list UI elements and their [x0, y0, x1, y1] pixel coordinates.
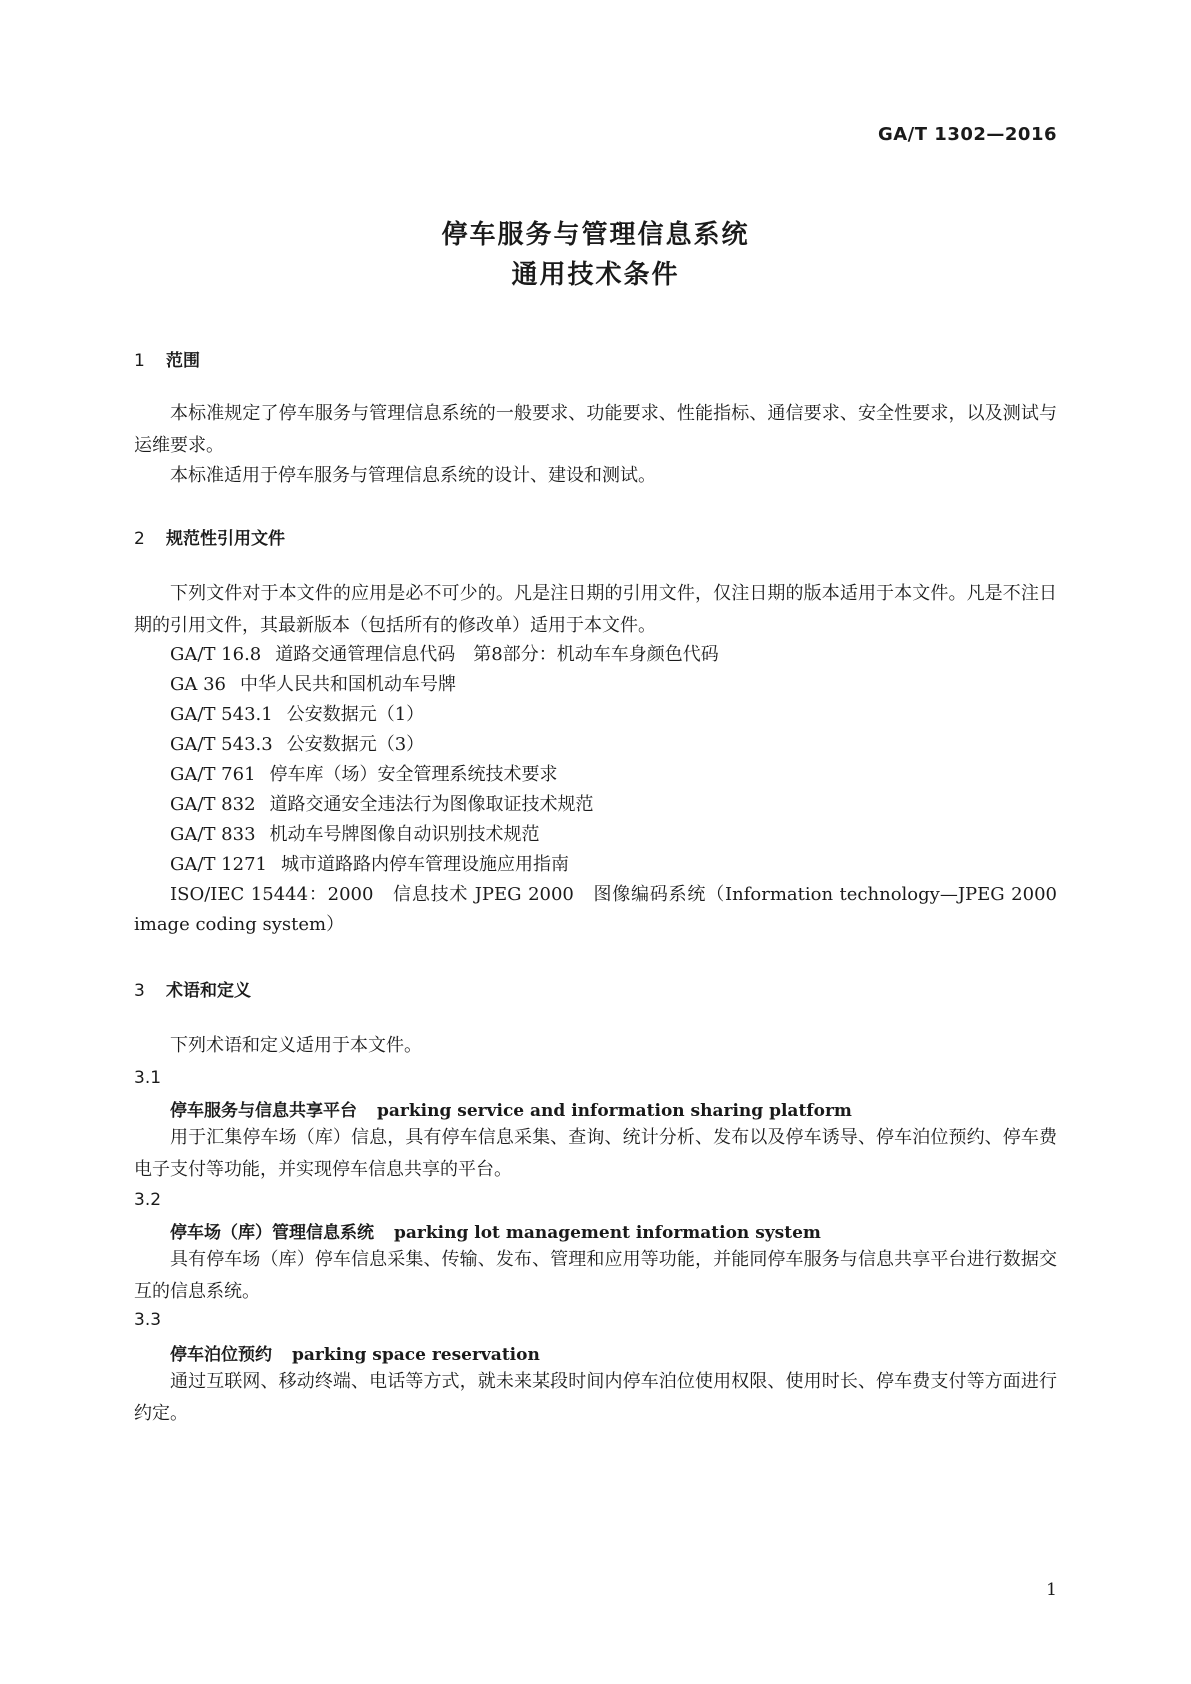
standard-code: GA/T 1302—2016 [877, 124, 1057, 145]
term-english: parking space reservation [292, 1345, 540, 1365]
term-number: 3.3 [134, 1310, 162, 1330]
term-chinese: 停车场（库）管理信息系统 [170, 1223, 374, 1243]
term-number: 3.2 [134, 1190, 162, 1210]
term-chinese: 停车泊位预约 [170, 1345, 272, 1365]
page-number: 1 [1046, 1580, 1057, 1600]
term-definition: 通过互联网、移动终端、电话等方式，就未来某段时间内停车泊位使用权限、使用时长、停车费支付等方面进行约定。 [134, 1371, 1057, 1424]
reference-title: 中华人民共和国机动车号牌 [240, 674, 457, 695]
reference-title: 道路交通安全违法行为图像取证技术规范 [269, 794, 594, 815]
section-3-heading [134, 976, 251, 1001]
term-definition: 用于汇集停车场（库）信息，具有停车信息采集、查询、统计分析、发布以及停车诱导、停车泊位预约、停车费电子支付等功能，并实现停车信息共享的平台。 [134, 1127, 1057, 1180]
term-heading [170, 1340, 540, 1365]
section-1-para-1: 本标准规定了停车服务与管理信息系统的一般要求、功能要求、性能指标、通信要求、安全性要求，以及测试与运维要求。 [134, 403, 1057, 456]
section-number: 3 [134, 981, 145, 1001]
section-title: 规范性引用文件 [166, 529, 285, 549]
reference-item [170, 850, 569, 880]
reference-title: 停车库（场）安全管理系统技术要求 [269, 764, 558, 785]
reference-item [170, 730, 424, 760]
reference-code: GA/T 543.3 [170, 734, 273, 755]
section-title: 范围 [166, 351, 200, 371]
reference-title: 公安数据元（1） [286, 704, 425, 725]
term-heading [170, 1096, 852, 1121]
reference-item [170, 790, 594, 820]
reference-item [170, 640, 719, 670]
reference-item [170, 820, 540, 850]
section-1-para-2: 本标准适用于停车服务与管理信息系统的设计、建设和测试。 [170, 465, 656, 486]
section-1-heading [134, 346, 200, 371]
term-chinese: 停车服务与信息共享平台 [170, 1101, 357, 1121]
reference-title: 机动车号牌图像自动识别技术规范 [269, 824, 540, 845]
section-number: 1 [134, 351, 145, 371]
section-title: 术语和定义 [166, 981, 251, 1001]
reference-code: GA/T 543.1 [170, 704, 273, 725]
reference-code: GA/T 833 [170, 824, 256, 845]
section-number: 2 [134, 529, 145, 549]
reference-item [170, 760, 558, 790]
reference-code: GA/T 1271 [170, 854, 267, 875]
document-title-line1: 停车服务与管理信息系统 [441, 220, 750, 250]
section-3-intro: 下列术语和定义适用于本文件。 [170, 1035, 422, 1056]
reference-code: GA/T 16.8 [170, 644, 262, 665]
term-heading [170, 1218, 821, 1243]
reference-code: GA/T 761 [170, 764, 256, 785]
section-2-para-1: 下列文件对于本文件的应用是必不可少的。凡是注日期的引用文件，仅注日期的版本适用于本文件。凡是不注日期的引用文件，其最新版本（包括所有的修改单）适用于本文件。 [134, 583, 1057, 636]
term-english: parking lot management information system [394, 1223, 821, 1243]
reference-code: GA 36 [170, 674, 227, 695]
reference-item [170, 670, 456, 700]
reference-title: 道路交通管理信息代码 第8部分：机动车车身颜色代码 [275, 644, 719, 665]
reference-code: GA/T 832 [170, 794, 256, 815]
term-english: parking service and information sharing platform [377, 1101, 852, 1121]
reference-item [170, 700, 424, 730]
reference-title: 公安数据元（3） [286, 734, 425, 755]
term-definition: 具有停车场（库）停车信息采集、传输、发布、管理和应用等功能，并能同停车服务与信息共享平台进行数据交互的信息系统。 [134, 1249, 1057, 1302]
iso-reference: ISO/IEC 15444：2000 信息技术 JPEG 2000 图像编码系统（Information technology—JPEG 2000 image coding system） [134, 884, 1057, 935]
document-title-line2: 通用技术条件 [511, 260, 680, 290]
term-number: 3.1 [134, 1068, 162, 1088]
reference-title: 城市道路路内停车管理设施应用指南 [280, 854, 569, 875]
section-2-heading [134, 524, 285, 549]
